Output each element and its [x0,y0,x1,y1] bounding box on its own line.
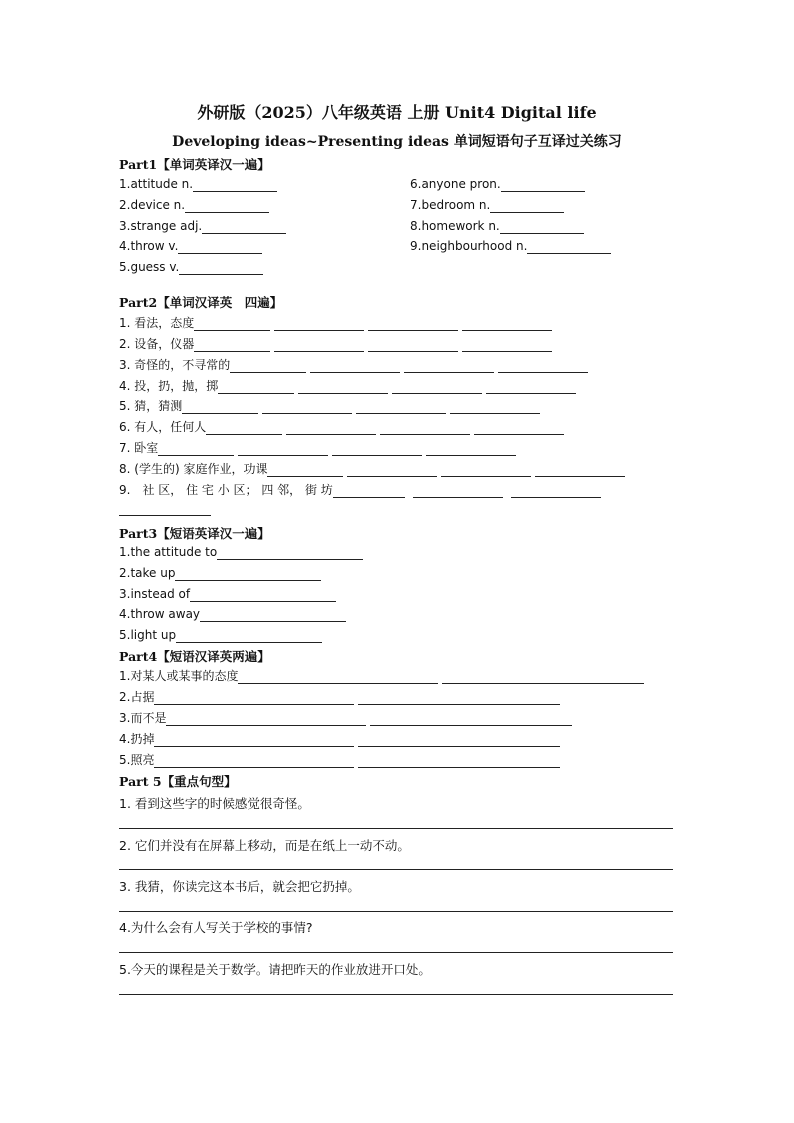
part3-item: 1.the attitude to [119,544,363,560]
answer-blank[interactable] [500,221,584,234]
answer-blank[interactable] [368,339,458,352]
answer-blank[interactable] [185,200,269,213]
part2-item: 8. (学生的) 家庭作业，功课 [119,461,625,477]
part3-item: 2.take up [119,565,321,581]
answer-blank[interactable] [200,609,346,622]
answer-blank[interactable] [217,547,363,560]
answer-blank[interactable] [267,464,343,477]
answer-blank[interactable] [501,179,585,192]
part1-item: 1.attitude n. [119,176,277,192]
part4-item: 2.占据 [119,689,560,705]
answer-blank[interactable] [158,443,234,456]
answer-blank[interactable] [462,339,552,352]
part1-item: 5.guess v. [119,259,263,275]
part2-item: 5. 猜，猜测 [119,398,540,414]
answer-blank[interactable] [262,401,352,414]
answer-blank[interactable] [206,422,282,435]
part4-item: 3.而不是 [119,710,572,726]
answer-blank[interactable] [179,262,263,275]
answer-blank[interactable] [535,464,625,477]
part4-item: 1.对某人或某事的态度 [119,668,644,684]
answer-blank[interactable] [176,630,322,643]
answer-blank[interactable] [356,401,446,414]
part1-item: 7.bedroom n. [410,197,564,213]
part1-item: 8.homework n. [410,218,584,234]
answer-blank[interactable] [175,568,321,581]
worksheet-title: 外研版（2025）八年级英语 上册 Unit4 Digital life [197,103,597,122]
answer-blank[interactable] [490,200,564,213]
answer-blank[interactable] [190,589,336,602]
answer-blank[interactable] [230,360,306,373]
answer-blank[interactable] [274,339,364,352]
answer-blank[interactable] [154,692,354,705]
answer-blank[interactable] [238,671,438,684]
answer-blank[interactable] [498,360,588,373]
part2-heading: Part2【单词汉译英 四遍】 [119,295,283,310]
part4-heading: Part4【短语汉译英两遍】 [119,649,270,664]
answer-line[interactable] [119,828,673,829]
answer-blank[interactable] [274,318,364,331]
answer-line[interactable] [119,911,673,912]
answer-blank[interactable] [358,734,560,747]
answer-blank[interactable] [182,401,258,414]
part2-item-continuation [119,503,211,516]
part4-item: 4.扔掉 [119,731,560,747]
answer-blank[interactable] [194,318,270,331]
answer-blank[interactable] [404,360,494,373]
answer-blank[interactable] [193,179,277,192]
part1-item: 9.neighbourhood n. [410,238,611,254]
answer-blank[interactable] [486,381,576,394]
sentence-prompt: 5.今天的课程是关于数学。请把昨天的作业放进开口处。 [119,962,431,977]
part2-item: 2. 设备，仪器 [119,336,552,352]
answer-line[interactable] [119,994,673,995]
answer-blank[interactable] [202,221,286,234]
part2-item: 6. 有人，任何人 [119,419,564,435]
answer-blank[interactable] [413,485,503,498]
answer-blank[interactable] [238,443,328,456]
answer-blank[interactable] [474,422,564,435]
part5-heading: Part 5【重点句型】 [119,774,237,789]
answer-blank[interactable] [511,485,601,498]
part4-item: 5.照亮 [119,752,560,768]
answer-line[interactable] [119,869,673,870]
answer-blank[interactable] [426,443,516,456]
answer-blank[interactable] [178,241,262,254]
answer-line[interactable] [119,952,673,953]
answer-blank[interactable] [450,401,540,414]
answer-blank[interactable] [527,241,611,254]
answer-blank[interactable] [347,464,437,477]
answer-blank[interactable] [310,360,400,373]
answer-blank[interactable] [442,671,644,684]
answer-blank[interactable] [441,464,531,477]
part3-item: 3.instead of [119,586,336,602]
answer-blank[interactable] [368,318,458,331]
part3-item: 4.throw away [119,606,346,622]
answer-blank[interactable] [166,713,366,726]
answer-blank[interactable] [462,318,552,331]
part2-item: 7. 卧室 [119,440,516,456]
answer-blank[interactable] [332,443,422,456]
answer-blank[interactable] [194,339,270,352]
sentence-prompt: 2. 它们并没有在屏幕上移动，而是在纸上一动不动。 [119,838,410,853]
answer-blank[interactable] [358,692,560,705]
part2-item: 3. 奇怪的，不寻常的 [119,357,588,373]
part3-heading: Part3【短语英译汉一遍】 [119,526,270,541]
part2-item: 1. 看法，态度 [119,315,552,331]
part2-item: 9. 社 区， 住 宅 小 区； 四 邻， 街 坊 [119,482,601,498]
part1-item: 6.anyone pron. [410,176,585,192]
answer-blank[interactable] [333,485,405,498]
answer-blank[interactable] [380,422,470,435]
answer-blank[interactable] [286,422,376,435]
part2-item: 4. 投，扔，抛，掷 [119,378,576,394]
sentence-prompt: 3. 我猜，你读完这本书后，就会把它扔掉。 [119,879,360,894]
answer-blank[interactable] [358,755,560,768]
part1-heading: Part1【单词英译汉一遍】 [119,157,270,172]
answer-blank[interactable] [370,713,572,726]
worksheet-subtitle: Developing ideas~Presenting ideas 单词短语句子互译过关练习 [172,134,622,150]
answer-blank[interactable] [218,381,294,394]
sentence-prompt: 4.为什么会有人写关于学校的事情? [119,920,313,935]
part1-item: 3.strange adj. [119,218,286,234]
answer-blank[interactable] [154,734,354,747]
answer-blank[interactable] [154,755,354,768]
answer-blank[interactable] [119,503,211,516]
part3-item: 5.light up [119,627,322,643]
answer-blank[interactable] [298,381,388,394]
part1-item: 4.throw v. [119,238,262,254]
part1-item: 2.device n. [119,197,269,213]
sentence-prompt: 1. 看到这些字的时候感觉很奇怪。 [119,796,310,811]
answer-blank[interactable] [392,381,482,394]
